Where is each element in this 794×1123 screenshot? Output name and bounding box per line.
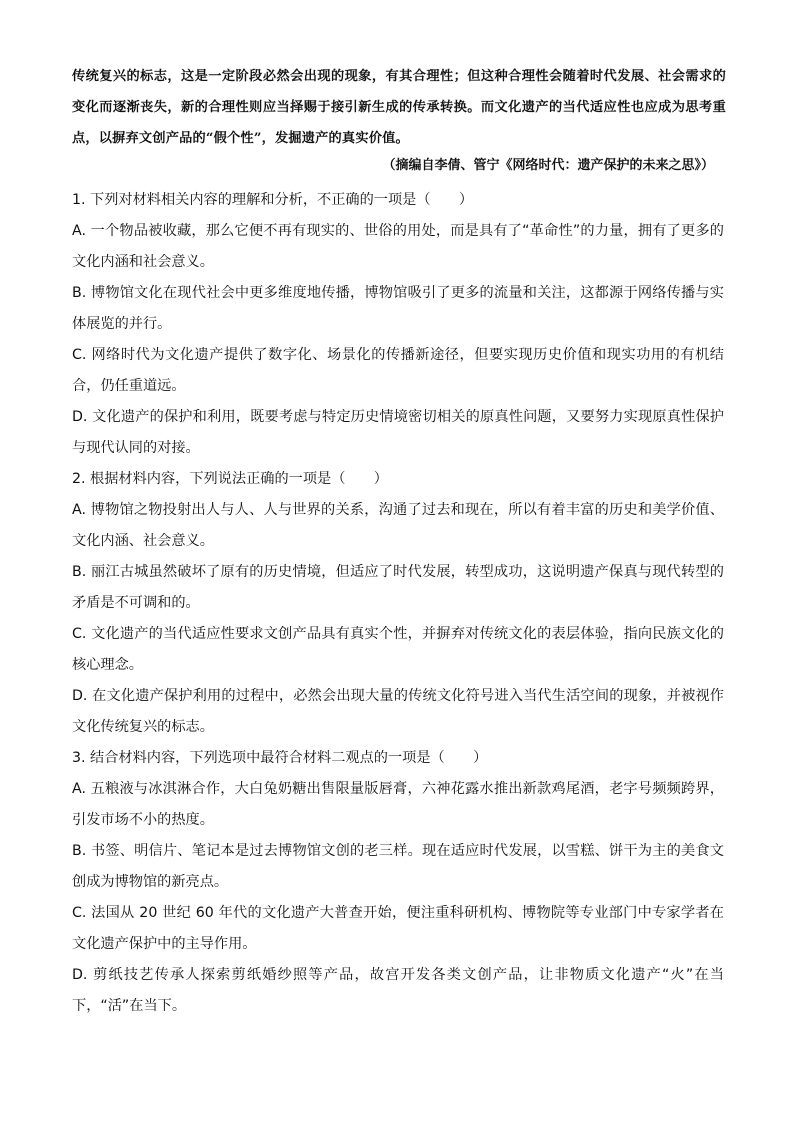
option-b: B. 博物馆文化在现代社会中更多维度地传播，博物馆吸引了更多的流量和关注，这都源于网络传播与实体展览的并行。: [72, 285, 724, 332]
question-stem: 3. 结合材料内容，下列选项中最符合材料二观点的一项是（ ）: [72, 750, 488, 766]
option-a: A. 五粮液与冰淇淋合作，大白兔奶糖出售限量版唇膏，六神花露水推出新款鸡尾酒，老字号频频跨界，引发市场不小的热度。: [72, 781, 724, 828]
question-list: [72, 185, 724, 1022]
option-c: C. 网络时代为文化遗产提供了数字化、场景化的传播新途径，但要实现历史价值和现实功用的有机结合，仍任重道远。: [72, 347, 724, 394]
question-stem: 1. 下列对材料相关内容的理解和分析，不正确的一项是（ ）: [72, 192, 474, 208]
question-stem: 2. 根据材料内容，下列说法正确的一项是（ ）: [72, 471, 388, 487]
option-b: B. 书签、明信片、笔记本是过去博物馆文创的老三样。现在适应时代发展，以雪糕、饼干为主的美食文创成为博物馆的新亮点。: [72, 843, 724, 890]
option-d: D. 在文化遗产保护利用的过程中，必然会出现大量的传统文化符号进入当代生活空间的现象，并被视作文化传统复兴的标志。: [72, 688, 724, 735]
option-c: C. 文化遗产的当代适应性要求文创产品具有真实个性，并摒弃对传统文化的表层体验，指向民族文化的核心理念。: [72, 626, 724, 673]
passage-source: （摘编自李倩、管宁《网络时代：遗产保护的未来之思》）: [382, 158, 714, 173]
option-d: D. 剪纸技艺传承人探索剪纸婚纱照等产品，故宫开发各类文创产品，让非物质文化遗产“火”在当下，“活”在当下。: [72, 967, 724, 1014]
option-a: A. 一个物品被收藏，那么它便不再有现实的、世俗的用处，而是具有了“革命性”的力量，拥有了更多的文化内涵和社会意义。: [72, 223, 724, 270]
passage-paragraph: 传统复兴的标志，这是一定阶段必然会出现的现象，有其合理性；但这种合理性会随着时代发展、社会需求的变化而逐渐丧失，新的合理性则应当择赐于接引新生成的传承转换。而文化遗产的当代适应性也应成为思考重点，以摒弃文创产品的“假个性”，发掘遗产的真实价值。: [72, 69, 726, 146]
question-1: [72, 185, 724, 464]
option-c: C. 法国从 20 世纪 60 年代的文化遗产大普查开始，便注重科研机构、博物院等专业部门中专家学者在文化遗产保护中的主导作用。: [72, 905, 724, 952]
option-d: D. 文化遗产的保护和利用，既要考虑与特定历史情境密切相关的原真性问题，又要努力实现原真性保护与现代认同的对接。: [72, 409, 724, 456]
question-3: [72, 743, 724, 1022]
question-2: [72, 464, 724, 743]
passage-excerpt: [72, 61, 726, 154]
option-a: A. 博物馆之物投射出人与人、人与世界的关系，沟通了过去和现在，所以有着丰富的历史和美学价值、文化内涵、社会意义。: [72, 502, 724, 549]
option-b: B. 丽江古城虽然破坏了原有的历史情境，但适应了时代发展，转型成功，这说明遗产保真与现代转型的矛盾是不可调和的。: [72, 564, 724, 611]
